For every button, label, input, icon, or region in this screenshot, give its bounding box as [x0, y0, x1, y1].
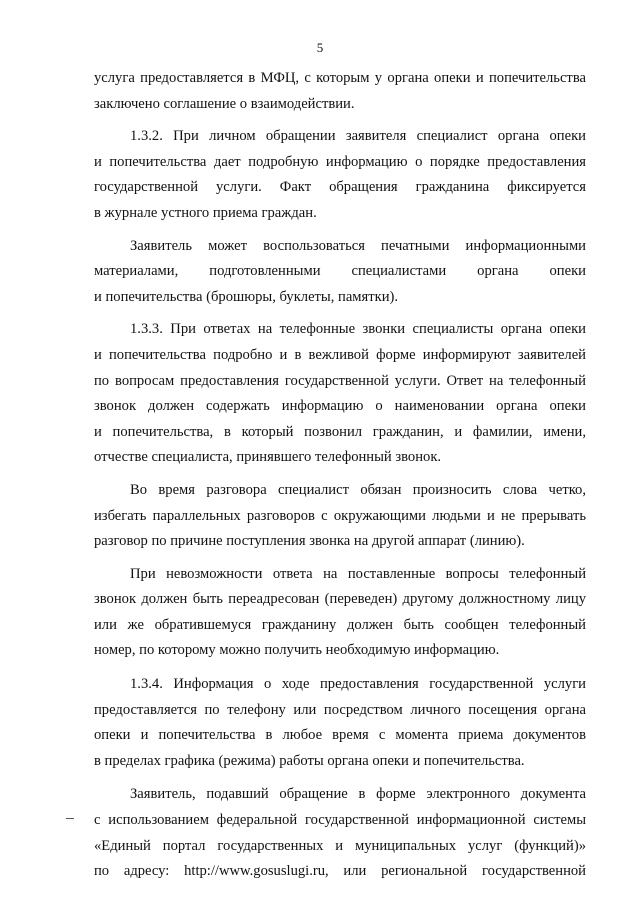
text-line: заключено соглашение о взаимодействии.: [94, 95, 355, 112]
paragraph-1-3-4: [94, 672, 586, 774]
text-line: 1.3.2. При личном обращении заявителя специалист органа опеки: [130, 128, 586, 145]
text-line: При невозможности ответа на поставленные вопросы телефонный: [130, 565, 586, 582]
text-line: номер, по которому можно получить необходимую информацию.: [94, 642, 500, 659]
text-line: в пределах графика (режима) работы органа опеки и попечительства.: [94, 752, 525, 769]
text-line: и попечительства подробно и в вежливой форме информируют заявителей: [94, 346, 586, 363]
text-line: 1.3.4. Информация о ходе предоставления государственной услуги: [130, 676, 586, 693]
text-line: разговор по причине поступления звонка на другой аппарат (линию).: [94, 533, 525, 550]
text-line: звонок должен быть переадресован (переведен) другому должностному лицу: [94, 591, 586, 608]
paragraph-1-3-3: [94, 317, 586, 471]
text-line: в журнале устного приема граждан.: [94, 204, 317, 221]
paragraph-continuation: [94, 66, 586, 117]
paragraph-electronic: [94, 782, 586, 884]
text-line: избегать параллельных разговоров с окружающими людьми и не прерывать: [94, 507, 586, 524]
text-line: предоставляется по телефону или посредством личного посещения органа: [94, 701, 586, 718]
text-line: и попечительства дает подробную информацию о порядке предоставления: [94, 153, 586, 170]
text-line: Заявитель, подавший обращение в форме электронного документа: [130, 786, 586, 803]
text-line: звонок должен содержать информацию о наименовании органа опеки: [94, 398, 586, 415]
text-line: опеки и попечительства в любое время с момента приема документов: [94, 727, 586, 744]
text-line: и попечительства, в который позвонил гражданин, и фамилии, имени,: [94, 423, 586, 440]
paragraph-conversation: [94, 478, 586, 555]
paragraph-materials: [94, 234, 586, 311]
text-line: государственной услуги. Факт обращения гражданина фиксируется: [94, 179, 586, 196]
margin-scan-mark: [66, 818, 74, 819]
text-line: материалами, подготовленными специалистами органа опеки: [94, 263, 586, 280]
text-line: Во время разговора специалист обязан произносить слова четко,: [130, 481, 586, 498]
text-line: 1.3.3. При ответах на телефонные звонки специалисты органа опеки: [130, 321, 586, 338]
body-text: [94, 66, 586, 885]
text-line: по вопросам предоставления государственной услуги. Ответ на телефонный: [94, 372, 586, 389]
text-line: или же обратившемуся гражданину должен быть сообщен телефонный: [94, 616, 586, 633]
text-line: и попечительства (брошюры, буклеты, памятки).: [94, 288, 399, 305]
text-line: по адресу: http://www.gosuslugi.ru, или региональной государственной: [94, 863, 586, 880]
text-line: услуга предоставляется в МФЦ, с которым у органа опеки и попечительства: [94, 70, 586, 86]
text-line: Заявитель может воспользоваться печатными информационными: [130, 237, 586, 254]
text-line: с использованием федеральной государственной информационной системы: [94, 812, 586, 829]
text-line: отчестве специалиста, принявшего телефонный звонок.: [94, 449, 442, 466]
paragraph-1-3-2: [94, 124, 586, 226]
paragraph-redirect: [94, 562, 586, 664]
page-number: 5: [316, 40, 324, 55]
text-line: «Единый портал государственных и муниципальных услуг (функций)»: [94, 837, 586, 854]
